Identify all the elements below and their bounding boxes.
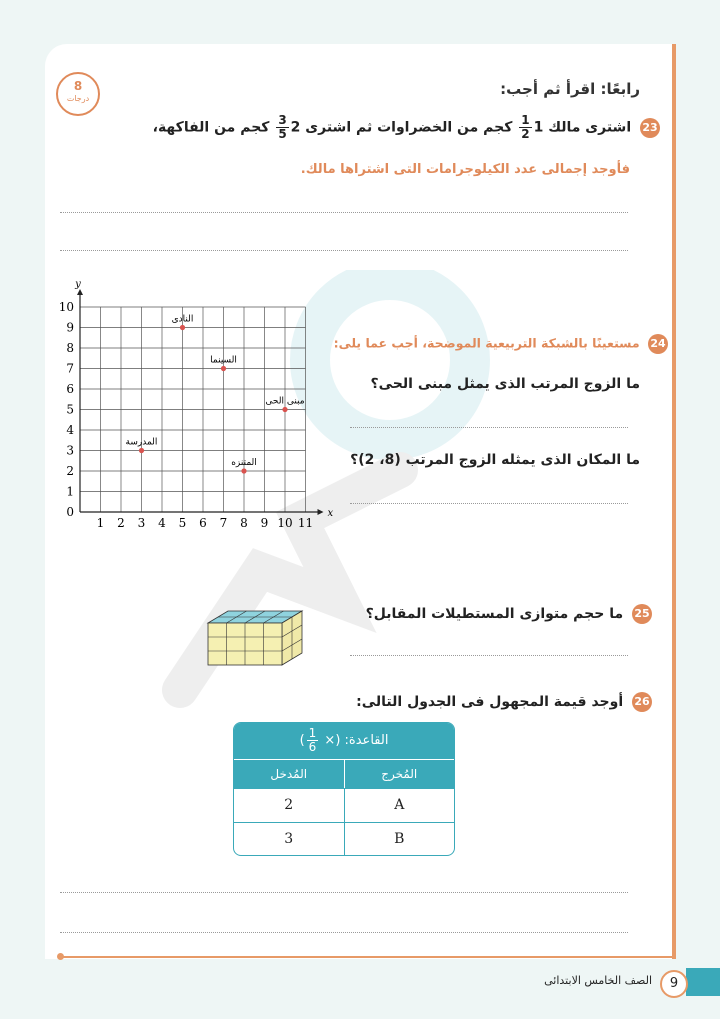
q23-part1: اشترى مالك — [548, 119, 632, 136]
question-25 — [366, 604, 652, 624]
origin-label: 0 — [66, 505, 74, 519]
table-row — [234, 822, 454, 856]
y-tick-label: 10 — [58, 300, 74, 314]
q25-text: ما حجم متوازى المستطيلات المقابل؟ — [365, 606, 624, 622]
q23-fraction-1: $\frac{1}{2}$ — [521, 113, 530, 141]
grid-point — [180, 325, 185, 330]
q24-part-a: ما الزوج المرتب الذى يمثل مبنى الحى؟ — [370, 376, 640, 392]
page-number: 9 — [660, 970, 688, 998]
footer-bar — [686, 968, 720, 996]
x-tick-label: 10 — [277, 516, 293, 530]
bottom-divider-dot — [57, 953, 64, 960]
x-tick-label: 9 — [260, 516, 269, 530]
x-tick-label: 11 — [297, 516, 314, 530]
y-tick-label: 5 — [66, 402, 74, 417]
function-table — [233, 722, 455, 856]
cell-output: B — [394, 831, 405, 847]
answer-line — [350, 427, 628, 428]
y-tick-label: 7 — [66, 361, 74, 376]
x-axis-arrow — [318, 509, 324, 515]
q23-whole2: 2 — [290, 119, 301, 136]
y-tick-label: 9 — [66, 320, 74, 335]
q24-part-b: ما المكان الذى يمثله الزوج المرتب (8، 2)؟ — [350, 452, 640, 468]
q23-whole1: 1 — [533, 119, 544, 136]
table-row — [234, 788, 454, 822]
grade-label: الصف الخامس الابتدائى — [544, 974, 652, 987]
x-tick-label: 2 — [117, 516, 125, 530]
grid-point — [221, 366, 226, 371]
table-header — [234, 759, 454, 788]
q23-part2: كجم من الخضراوات ثم اشترى — [305, 119, 513, 136]
y-tick-label: 2 — [66, 464, 74, 478]
q23-fraction-2: $\frac{3}{5}$ — [278, 113, 287, 141]
cell-input: 2 — [234, 789, 345, 822]
q23-subquestion: فأوجد إجمالى عدد الكيلوجرامات التى اشتراها مالك. — [300, 162, 630, 177]
x-tick-label: 3 — [137, 516, 146, 530]
y-tick-label: 3 — [66, 443, 74, 458]
x-tick-label: 4 — [158, 516, 166, 530]
question-23 — [153, 114, 660, 141]
grid-point — [139, 448, 144, 453]
question-number-25: 25 — [632, 604, 652, 624]
x-axis-label: x — [327, 508, 334, 519]
card-edge-line — [672, 44, 676, 959]
y-tick-label: 6 — [66, 382, 74, 396]
grid-point-label: السينما — [210, 355, 237, 366]
answer-line — [60, 212, 628, 213]
question-number-24: 24 — [648, 334, 668, 354]
grid-point — [241, 468, 246, 473]
grid-point-label: مبنى الحى — [265, 396, 305, 407]
x-tick-label: 1 — [96, 516, 105, 530]
score-badge — [56, 72, 100, 116]
score-value: 8 — [73, 79, 83, 93]
q23-part3: كجم من الفاكهة، — [152, 119, 270, 136]
q26-text: أوجد قيمة المجهول فى الجدول التالى: — [356, 694, 624, 710]
bottom-divider — [60, 956, 676, 958]
answer-line — [350, 655, 628, 656]
rule-operator: × — [324, 733, 336, 748]
y-tick-label: 1 — [66, 484, 74, 499]
cell-input: 3 — [234, 823, 345, 856]
answer-line — [60, 932, 628, 933]
question-26 — [356, 692, 652, 712]
grid-point-label: النادى — [171, 314, 194, 325]
score-unit: درجات — [66, 94, 90, 103]
question-number-23: 23 — [640, 118, 660, 138]
answer-line — [350, 503, 628, 504]
x-tick-label: 8 — [240, 516, 248, 530]
rule-label: القاعدة: — [344, 733, 389, 748]
coordinate-grid — [56, 278, 346, 530]
rectangular-prism-figure — [200, 605, 310, 669]
col-header-input: المُدخل — [234, 760, 345, 788]
answer-line — [60, 892, 628, 893]
question-number-26: 26 — [632, 692, 652, 712]
x-tick-label: 6 — [199, 516, 207, 530]
grid-point-label: المتنزه — [231, 458, 257, 468]
x-tick-label: 7 — [219, 516, 228, 530]
rule-fraction: $\frac{1}{6}$ — [308, 726, 317, 754]
y-tick-label: 8 — [66, 341, 74, 355]
question-24 — [334, 334, 668, 354]
cell-output: A — [394, 797, 405, 813]
table-rule-row: القاعدة: (× $\frac{1}{6}$ ) — [234, 723, 454, 759]
y-tick-label: 4 — [66, 423, 74, 437]
y-axis-label: y — [75, 279, 81, 290]
section-title: رابعًا: اقرأ ثم أجب: — [500, 80, 640, 98]
col-header-output: المُخرج — [381, 767, 418, 781]
grid-point-label: المدرسة — [125, 437, 158, 448]
x-tick-label: 5 — [178, 516, 187, 530]
grid-point — [282, 407, 287, 412]
answer-line — [60, 250, 628, 251]
q24-title: مستعينًا بالشبكة التربيعية الموضحة، أجب عما يلى: — [333, 335, 640, 351]
